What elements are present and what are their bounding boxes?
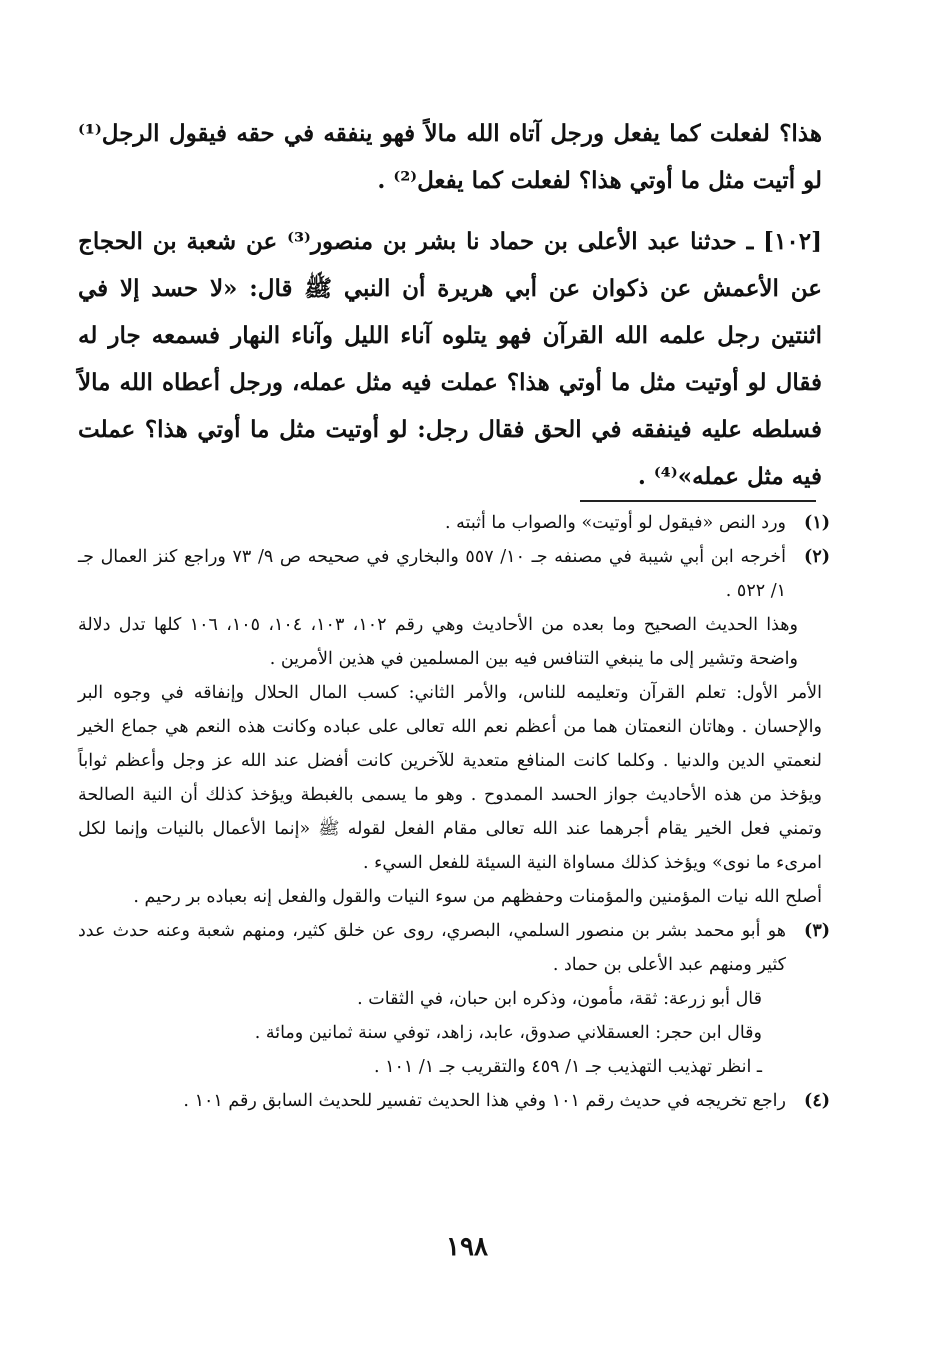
footnotes bbox=[78, 506, 830, 1118]
footnote-number: (٢) bbox=[804, 547, 830, 567]
footnote-4 bbox=[78, 1084, 830, 1118]
main-text bbox=[78, 110, 822, 500]
footnote-2 bbox=[78, 540, 830, 608]
commentary-paragraph: وهذا الحديث الصحيح وما بعده من الأحاديث وهي رقم ١٠٢، ١٠٣، ١٠٤، ١٠٥، ١٠٦ كلها تدل دلالة واضحة وتشير إلى ما ينبغي التنافس فيه بين المسلمين في هذين الأمرين . bbox=[78, 615, 798, 669]
footnote-number: (٣) bbox=[804, 921, 830, 941]
narrator-assessment: قال أبو زرعة: ثقة، مأمون، وذكره ابن حبان، في الثقات . bbox=[357, 989, 762, 1009]
footnote-number: (٤) bbox=[804, 1091, 830, 1111]
hadith-number: [١٠٢] ـ حدثنا bbox=[690, 228, 823, 255]
footnote-text: ورد النص «فيقول لو أوتيت» والصواب ما أثبته . bbox=[445, 513, 786, 533]
page-number: ١٩٨ bbox=[446, 1232, 488, 1262]
footnote-number: (١) bbox=[804, 513, 830, 533]
narrator-assessment: وقال ابن حجر: العسقلاني صدوق، عابد، زاهد، توفي سنة ثمانين ومائة . bbox=[254, 1023, 762, 1043]
footnote-text: راجع تخريجه في حديث رقم ١٠١ وفي هذا الحديث تفسير للحديث السابق رقم ١٠١ . bbox=[183, 1091, 786, 1111]
footnote-3 bbox=[78, 914, 830, 1084]
footnote-text: هو أبو محمد بشر بن منصور السلمي، البصري، روى عن خلق كثير، ومنهم شعبة وعنه حدث عدد كثير ومنهم عبد الأعلى بن حماد . bbox=[78, 921, 786, 975]
reference-line: ـ انظر تهذيب التهذيب جـ ١/ ٤٥٩ والتقريب جـ ١/ ١٠١ . bbox=[373, 1057, 762, 1077]
footnote-1 bbox=[78, 506, 830, 540]
footnote-text: أخرجه ابن أبي شيبة في مصنفه جـ ١٠/ ٥٥٧ والبخاري في صحيحه ص ٩/ ٧٣ وراجع كنز العمال جـ ١/ ٥٢٢ . bbox=[78, 547, 786, 601]
footnote-separator bbox=[580, 500, 816, 502]
commentary-paragraph: أصلح الله نيات المؤمنين والمؤمنات وحفظهم من سوء النيات والقول والفعل إنه بعباده بر رحيم . bbox=[133, 887, 822, 907]
hadith-text: عبد الأعلى بن حماد نا بشر بن منصور⁽³⁾ عن شعبة بن الحجاج عن الأعمش عن ذكوان عن أبي هريرة أن النبي ﷺ قال: «لا حسد إلا في اثنتين رجل علمه الله القرآن فهو يتلوه آناء الليل وآناء النهار فسمعه جار له فقال لو أوتيت مثل ما أوتي هذا؟ عملت فيه مثل عمله، ورجل أعطاه الله مالاً فسلطه عليه فينفقه في الحق فقال رجل: لو أوتيت مثل ما أوتي هذا؟ عملت فيه مثل عمله»⁽⁴⁾ . bbox=[78, 228, 822, 490]
paragraph-hadith-102 bbox=[78, 218, 822, 500]
paragraph-continuation: هذا؟ لفعلت كما يفعل ورجل آتاه الله مالاً فهو ينفقه في حقه فيقول الرجل⁽¹⁾ لو أتيت مثل ما أوتي هذا؟ لفعلت كما يفعل⁽²⁾ . bbox=[78, 120, 822, 194]
commentary-paragraph: الأمر الأول: تعلم القرآن وتعليمه للناس، والأمر الثاني: كسب المال الحلال وإنفاقه في وجوه البر والإحسان . وهاتان النعمتان هما من أعظم نعم الله تعالى على عباده وكانت هذه النعم هي جماع الخير لنعمتي الدين والدنيا . وكلما كانت المنافع متعدية للآخرين كانت أفضل عند الله عز وجل وأعظم ثواباً ويؤخذ من هذه الأحاديث جواز الحسد الممدوح . وهو ما يسمى بالغبطة ويؤخذ كذلك أن النية الصالحة وتمني فعل الخير يقام أجرهما عند الله تعالى مقام الفعل لقوله ﷺ «إنما الأعمال بالنيات وإنما لكل امرىء ما نوى» ويؤخذ كذلك مساواة النية السيئة للفعل السيء . bbox=[78, 683, 822, 873]
